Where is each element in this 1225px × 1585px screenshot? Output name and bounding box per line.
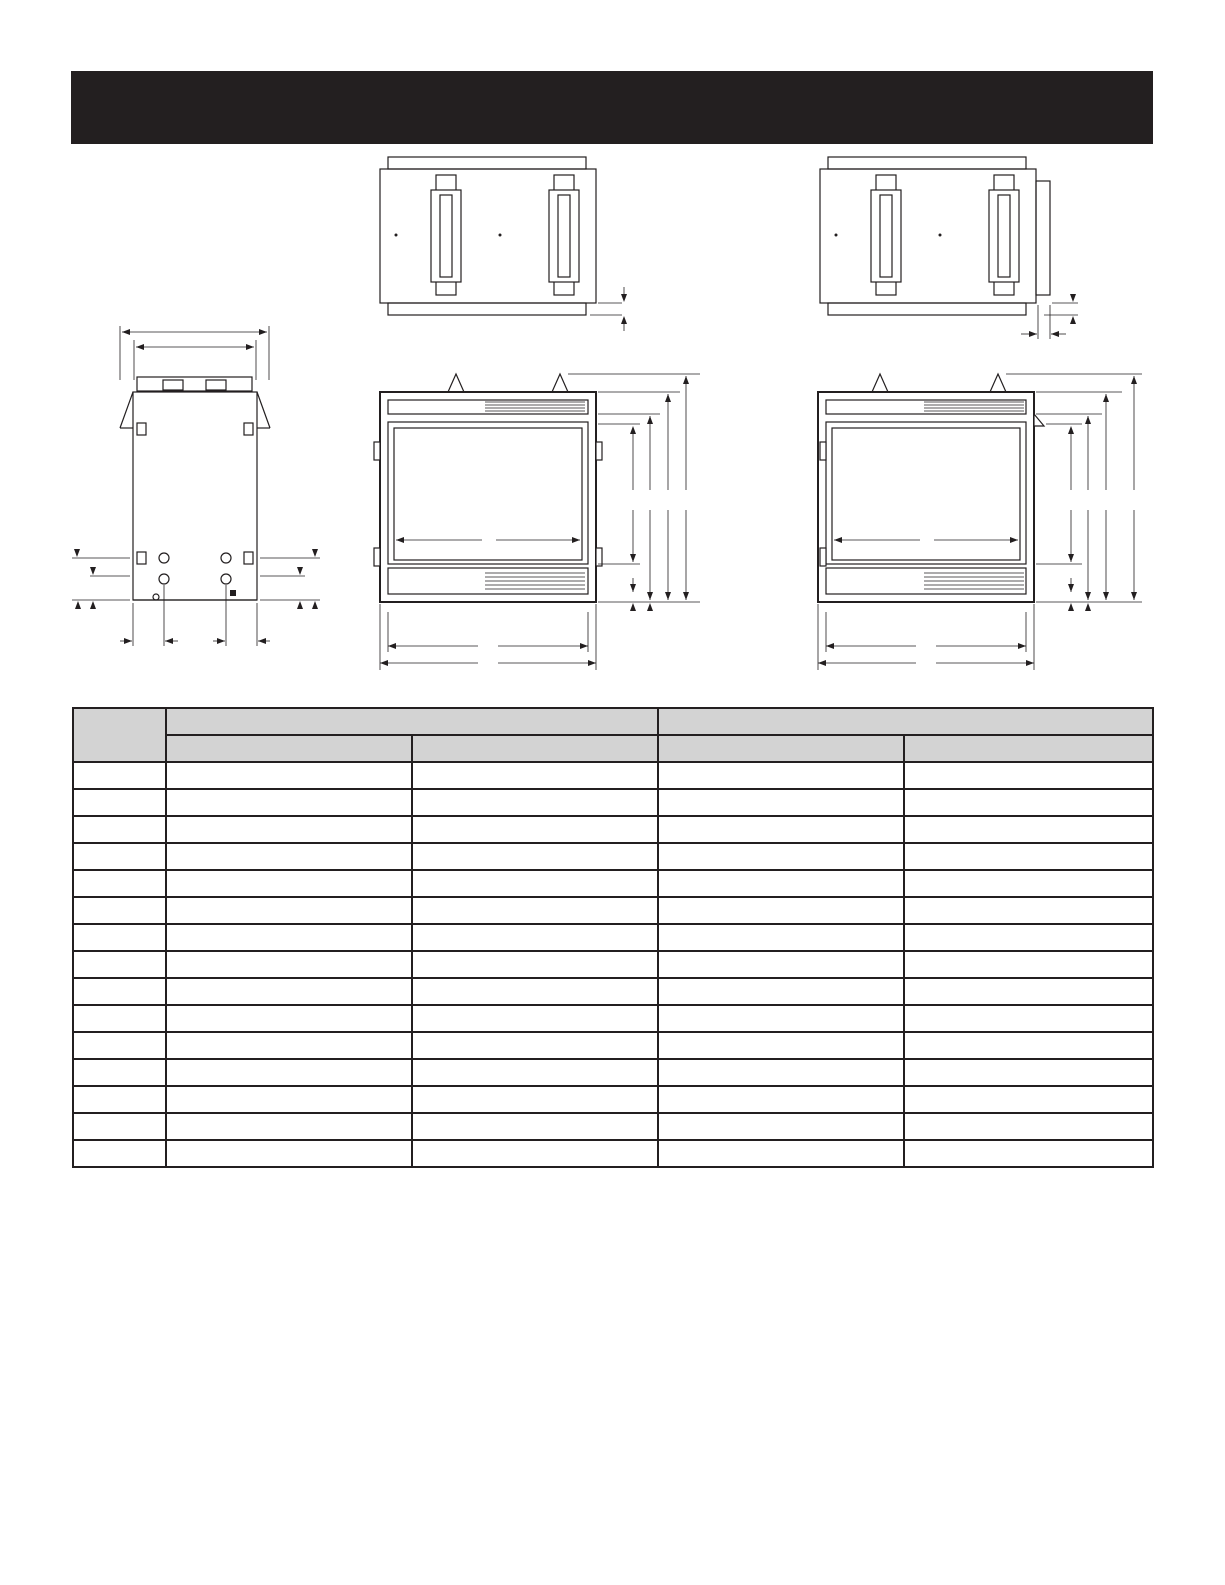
table-cell — [904, 1059, 1153, 1086]
table-cell — [412, 843, 658, 870]
table-cell — [73, 816, 166, 843]
table-cell — [658, 1005, 904, 1032]
table-cell — [166, 1113, 412, 1140]
table-row — [73, 924, 1153, 951]
table-cell — [73, 789, 166, 816]
table-row — [73, 1113, 1153, 1140]
top-view-drawing-left — [376, 155, 636, 335]
table-cell — [412, 762, 658, 789]
table-cell — [166, 1086, 412, 1113]
table-cell — [904, 870, 1153, 897]
table-cell — [904, 897, 1153, 924]
header-bar — [71, 71, 1153, 144]
front-view-drawing-right — [812, 370, 1157, 680]
table-cell — [412, 924, 658, 951]
table-cell — [658, 762, 904, 789]
table-row — [73, 1086, 1153, 1113]
top-view-drawing-right — [816, 155, 1106, 340]
table-cell — [904, 978, 1153, 1005]
table-cell — [412, 1140, 658, 1167]
table-cell — [166, 1032, 412, 1059]
table-cell — [658, 1113, 904, 1140]
table-cell — [904, 816, 1153, 843]
table-cell — [73, 978, 166, 1005]
table-cell — [166, 951, 412, 978]
dimension-table — [72, 707, 1154, 1168]
table-group-header — [658, 708, 1153, 735]
table-cell — [412, 1032, 658, 1059]
table-sub-header-row — [73, 735, 1153, 762]
table-cell — [412, 789, 658, 816]
table-cell — [904, 1140, 1153, 1167]
table-cell — [412, 1113, 658, 1140]
table-cell — [166, 870, 412, 897]
table-cell — [73, 897, 166, 924]
table-sub-header — [412, 735, 658, 762]
table-cell — [166, 762, 412, 789]
table-cell — [904, 1113, 1153, 1140]
table-cell — [658, 951, 904, 978]
table-row — [73, 897, 1153, 924]
table-cell — [658, 870, 904, 897]
table-cell — [166, 924, 412, 951]
table-cell — [73, 1140, 166, 1167]
left-rail — [871, 175, 901, 295]
table-cell — [904, 762, 1153, 789]
table-cell — [904, 951, 1153, 978]
top-louver — [924, 402, 1024, 411]
table-row — [73, 1140, 1153, 1167]
table-cell — [166, 789, 412, 816]
table-cell — [412, 897, 658, 924]
side-view-drawing — [70, 320, 340, 660]
table-cell — [166, 897, 412, 924]
table-cell — [412, 816, 658, 843]
table-cell — [658, 1086, 904, 1113]
table-sub-header — [904, 735, 1153, 762]
table-cell — [658, 789, 904, 816]
table-cell — [658, 816, 904, 843]
table-cell — [658, 924, 904, 951]
table-cell — [412, 870, 658, 897]
table-cell — [166, 843, 412, 870]
table-cell — [412, 1086, 658, 1113]
table-group-header — [166, 708, 658, 735]
table-cell — [73, 951, 166, 978]
right-rail — [989, 175, 1019, 295]
table-cell — [73, 924, 166, 951]
table-row — [73, 1005, 1153, 1032]
table-cell — [658, 843, 904, 870]
bottom-louver — [485, 573, 585, 589]
table-cell — [904, 1086, 1153, 1113]
front-view-drawing-left — [370, 370, 715, 680]
table-cell — [73, 843, 166, 870]
table-cell — [166, 1059, 412, 1086]
table-sub-header — [658, 735, 904, 762]
table-cell — [73, 1005, 166, 1032]
table-row — [73, 951, 1153, 978]
table-row — [73, 816, 1153, 843]
table-cell — [73, 1032, 166, 1059]
table-cell — [904, 843, 1153, 870]
table-cell — [658, 897, 904, 924]
table-row — [73, 843, 1153, 870]
left-rail — [431, 175, 461, 295]
table-cell — [73, 1086, 166, 1113]
table-cell — [73, 762, 166, 789]
table-row — [73, 978, 1153, 1005]
table-cell — [166, 978, 412, 1005]
table-cell — [412, 978, 658, 1005]
table-row — [73, 789, 1153, 816]
bottom-louver — [924, 573, 1024, 589]
table-corner-header — [73, 708, 166, 762]
right-rail — [549, 175, 579, 295]
table-sub-header — [166, 735, 412, 762]
table-cell — [412, 951, 658, 978]
table-group-header-row — [73, 708, 1153, 735]
table-cell — [904, 1032, 1153, 1059]
table-cell — [412, 1005, 658, 1032]
table-cell — [73, 870, 166, 897]
table-cell — [166, 816, 412, 843]
table-cell — [658, 1032, 904, 1059]
table-row — [73, 1059, 1153, 1086]
table-row — [73, 762, 1153, 789]
top-louver — [485, 402, 585, 411]
table-cell — [166, 1005, 412, 1032]
table-cell — [412, 1059, 658, 1086]
table-cell — [73, 1113, 166, 1140]
table-cell — [904, 1005, 1153, 1032]
table-row — [73, 870, 1153, 897]
table-cell — [658, 1140, 904, 1167]
table-cell — [658, 1059, 904, 1086]
table-row — [73, 1032, 1153, 1059]
table-cell — [73, 1059, 166, 1086]
table-cell — [166, 1140, 412, 1167]
table-cell — [904, 924, 1153, 951]
table-cell — [904, 789, 1153, 816]
table-cell — [658, 978, 904, 1005]
